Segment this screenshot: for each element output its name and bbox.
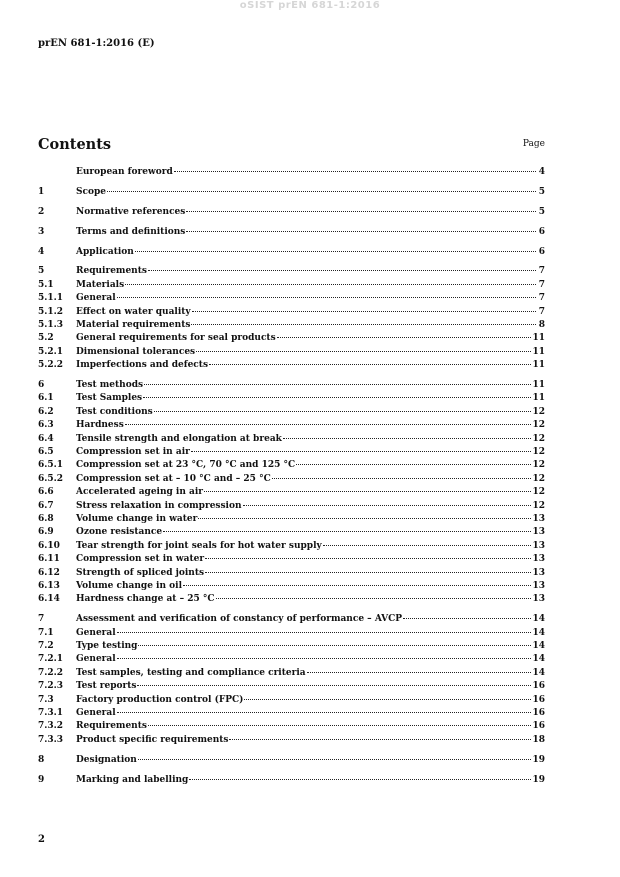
- dot-leader: [198, 518, 531, 519]
- dot-leader: [244, 699, 531, 700]
- toc-entry-title: Materials: [76, 279, 125, 290]
- toc-entry[interactable]: [38, 694, 545, 707]
- toc-entry-page: 14: [532, 614, 545, 625]
- toc-entry-title: Imperfections and defects: [76, 360, 209, 371]
- toc-entry-number: 9: [38, 774, 45, 785]
- toc-entry-page: 6: [538, 226, 545, 237]
- toc-entry-number: 7.3.3: [38, 734, 64, 745]
- toc-entry-number: 5.2.2: [38, 360, 64, 371]
- toc-entry-page: 14: [532, 667, 545, 678]
- toc-entry[interactable]: [38, 459, 545, 472]
- toc-entry[interactable]: [38, 319, 545, 332]
- toc-entry[interactable]: [38, 392, 545, 405]
- toc-entry-page: 5: [538, 186, 545, 197]
- toc-entry-number: 6.10: [38, 540, 60, 551]
- toc-entry-page: 7: [538, 293, 545, 304]
- toc-entry-page: 7: [538, 279, 545, 290]
- toc-entry-number: 4: [38, 246, 45, 257]
- toc-entry-page: 7: [538, 266, 545, 277]
- toc-entry-title: Terms and definitions: [76, 226, 186, 237]
- toc-entry-page: 12: [532, 460, 545, 471]
- toc-entry[interactable]: [38, 166, 545, 179]
- toc-entry-number: 6.4: [38, 433, 54, 444]
- dot-leader: [183, 585, 531, 586]
- toc-entry-title: Test conditions: [76, 406, 153, 417]
- toc-entry-number: 5.1.2: [38, 306, 64, 317]
- toc-entry-title: Ozone resistance: [76, 527, 163, 538]
- toc-entry-number: 6.14: [38, 594, 60, 605]
- toc-entry[interactable]: [38, 473, 545, 486]
- toc-entry-number: 6.12: [38, 567, 60, 578]
- toc-entry-title: General requirements for seal products: [76, 333, 276, 344]
- dot-leader: [117, 712, 532, 713]
- toc-entry-page: 13: [532, 580, 545, 591]
- toc-entry-number: 6.6: [38, 487, 54, 498]
- toc-entry-number: 7.2.2: [38, 667, 64, 678]
- dot-leader: [189, 779, 531, 780]
- dot-leader: [209, 364, 531, 365]
- toc-entry-page: 18: [532, 734, 545, 745]
- toc-entry-page: 12: [532, 500, 545, 511]
- dot-leader: [191, 451, 532, 452]
- dot-leader: [154, 411, 532, 412]
- toc-entry-number: 3: [38, 226, 45, 237]
- toc-entry-number: 6.1: [38, 393, 54, 404]
- toc-entry-page: 13: [532, 540, 545, 551]
- toc-entry[interactable]: [38, 292, 545, 305]
- toc-entry-page: 14: [532, 641, 545, 651]
- toc-entry-page: 11: [532, 346, 545, 357]
- toc-entry[interactable]: [38, 279, 545, 292]
- toc-entry-page: 16: [532, 694, 545, 705]
- toc-entry-title: Strength of spliced joints: [76, 567, 205, 578]
- toc-entry-page: 12: [532, 406, 545, 417]
- toc-entry-title: Effect on water quality: [76, 306, 191, 317]
- dot-leader: [138, 759, 532, 760]
- toc-entry-number: 8: [38, 754, 45, 765]
- toc-entry-title: Material requirements: [76, 320, 191, 331]
- dot-leader: [191, 324, 536, 325]
- toc-entry-number: 1: [38, 186, 45, 197]
- toc-entry-page: 14: [532, 654, 545, 665]
- toc-entry[interactable]: [38, 332, 545, 345]
- toc-entry-title: Requirements: [76, 266, 147, 277]
- toc-entry-page: 12: [532, 433, 545, 444]
- dot-leader: [403, 618, 531, 619]
- toc-entry-title: Test samples, testing and compliance criteria: [76, 667, 306, 678]
- dot-leader: [186, 211, 536, 212]
- toc-entry[interactable]: [38, 680, 545, 693]
- watermark: oSIST prEN 681-1:2016: [239, 0, 381, 11]
- toc-entry-title: Compression set at – 10 °C and – 25 °C: [76, 473, 271, 484]
- toc-entry[interactable]: [38, 206, 545, 219]
- toc-entry[interactable]: [38, 567, 545, 580]
- toc-entry-number: 6.13: [38, 580, 60, 591]
- toc-entry-page: 8: [538, 320, 545, 331]
- dot-leader: [107, 191, 536, 192]
- toc-entry-number: 7: [38, 614, 45, 625]
- dot-leader: [125, 424, 532, 425]
- toc-entry-number: 6.5.1: [38, 460, 64, 471]
- toc-entry[interactable]: [38, 406, 545, 419]
- toc-entry-page: 11: [532, 393, 545, 404]
- toc-entry[interactable]: [38, 754, 545, 767]
- toc-entry[interactable]: [38, 486, 545, 499]
- toc-entry-title: Application: [76, 246, 134, 257]
- toc-entry-number: 5.1.1: [38, 293, 64, 304]
- toc-entry[interactable]: [38, 613, 545, 626]
- dot-leader: [277, 337, 532, 338]
- toc-entry-number: 7.3: [38, 694, 54, 705]
- dot-leader: [296, 464, 531, 465]
- dot-leader: [196, 351, 531, 352]
- toc-entry-title: Test methods: [76, 380, 144, 391]
- toc-entry-title: Dimensional tolerances: [76, 346, 196, 357]
- toc-entry-title: Volume change in water: [76, 513, 198, 524]
- toc-entry-page: 12: [532, 420, 545, 431]
- toc-entry[interactable]: [38, 707, 545, 720]
- toc-entry-number: 6.9: [38, 527, 54, 538]
- toc-entry[interactable]: [38, 359, 545, 372]
- toc-entry-title: Requirements: [76, 721, 147, 732]
- toc-entry-title: Type testing: [76, 641, 138, 651]
- dot-leader: [204, 491, 531, 492]
- toc-entry-number: 5.2: [38, 333, 54, 344]
- toc-entry-page: 13: [532, 594, 545, 605]
- toc-entry[interactable]: [38, 226, 545, 239]
- dot-leader: [307, 672, 532, 673]
- toc-entry-page: 14: [532, 627, 545, 638]
- toc-entry[interactable]: [38, 627, 545, 640]
- toc-entry-number: 5.2.1: [38, 346, 64, 357]
- toc-entry-page: 13: [532, 513, 545, 524]
- toc-entry-number: 5.1.3: [38, 320, 64, 331]
- toc-entry-number: 6.5.2: [38, 473, 64, 484]
- dot-leader: [117, 297, 536, 298]
- toc-entry[interactable]: [38, 540, 545, 553]
- toc-entry-title: Hardness change at – 25 °C: [76, 594, 215, 605]
- toc-entry[interactable]: [38, 593, 545, 606]
- toc-entry-title: Accelerated ageing in air: [76, 487, 204, 498]
- toc-entry-number: 6.11: [38, 554, 60, 565]
- dot-leader: [163, 531, 531, 532]
- dot-leader: [138, 645, 531, 646]
- toc-entry-page: 7: [538, 306, 545, 317]
- page-number: 2: [38, 834, 45, 845]
- contents-heading: Contents: [38, 136, 112, 153]
- dot-leader: [148, 725, 532, 726]
- toc-entry-title: Tear strength for joint seals for hot water supply: [76, 540, 322, 551]
- toc-entry-page: 19: [532, 774, 545, 785]
- toc-entry[interactable]: [38, 265, 545, 278]
- toc-entry[interactable]: [38, 640, 545, 653]
- dot-leader: [144, 384, 531, 385]
- toc-entry[interactable]: [38, 720, 545, 733]
- toc-entry[interactable]: [38, 246, 545, 259]
- dot-leader: [205, 572, 531, 573]
- toc-entry-page: 13: [532, 567, 545, 578]
- toc-entry-title: General: [76, 627, 116, 638]
- dot-leader: [125, 284, 536, 285]
- toc-entry-page: 12: [532, 487, 545, 498]
- toc-entry-number: 7.2: [38, 641, 54, 651]
- toc-entry-page: 16: [532, 681, 545, 692]
- toc-entry-title: Assessment and verification of constancy of performance – AVCP: [76, 614, 403, 625]
- toc-entry-title: Compression set in air: [76, 447, 190, 458]
- toc-entry[interactable]: [38, 346, 545, 359]
- toc-entry-number: 7.2.3: [38, 681, 64, 692]
- toc-entry-number: 6.8: [38, 513, 54, 524]
- toc-entry-page: 13: [532, 527, 545, 538]
- toc-entry-title: Product specific requirements: [76, 734, 229, 745]
- dot-leader: [229, 739, 531, 740]
- toc-entry[interactable]: [38, 580, 545, 593]
- toc-entry-title: Tensile strength and elongation at break: [76, 433, 282, 444]
- toc-entry[interactable]: [38, 513, 545, 526]
- dot-leader: [272, 478, 532, 479]
- toc-entry-title: Test Samples: [76, 393, 143, 404]
- toc-entry-page: 11: [532, 380, 545, 391]
- page-column-label: Page: [522, 139, 545, 149]
- toc-entry[interactable]: [38, 306, 545, 319]
- toc-entry-title: Designation: [76, 754, 137, 765]
- toc-entry-title: Hardness: [76, 420, 124, 431]
- table-of-contents: [38, 166, 545, 787]
- dot-leader: [117, 632, 532, 633]
- toc-entry-title: General: [76, 293, 116, 304]
- toc-entry[interactable]: [38, 419, 545, 432]
- dot-leader: [216, 598, 532, 599]
- dot-leader: [186, 231, 536, 232]
- dot-leader: [283, 438, 532, 439]
- toc-entry-page: 19: [532, 754, 545, 765]
- dot-leader: [148, 270, 536, 271]
- dot-leader: [174, 171, 536, 172]
- toc-entry-page: 16: [532, 721, 545, 732]
- toc-entry-title: Scope: [76, 186, 107, 197]
- toc-entry-page: 13: [532, 554, 545, 565]
- dot-leader: [243, 505, 532, 506]
- toc-entry-title: Volume change in oil: [76, 580, 182, 591]
- toc-entry-title: Test reports: [76, 681, 137, 692]
- toc-entry-title: Normative references: [76, 206, 186, 217]
- toc-entry[interactable]: [38, 667, 545, 680]
- dot-leader: [205, 558, 531, 559]
- dot-leader: [192, 311, 536, 312]
- toc-entry[interactable]: [38, 379, 545, 392]
- toc-entry[interactable]: [38, 526, 545, 539]
- toc-entry-page: 4: [538, 167, 545, 177]
- toc-entry-page: 5: [538, 206, 545, 217]
- toc-entry-number: 7.2.1: [38, 654, 64, 665]
- toc-entry[interactable]: [38, 500, 545, 513]
- toc-entry-page: 16: [532, 707, 545, 718]
- toc-entry-number: 6.2: [38, 406, 54, 417]
- toc-entry-number: 5.1: [38, 279, 54, 290]
- toc-entry-number: 6.3: [38, 420, 54, 431]
- dot-leader: [135, 251, 536, 252]
- toc-entry-number: 2: [38, 206, 45, 217]
- toc-entry[interactable]: [38, 774, 545, 787]
- toc-entry[interactable]: [38, 653, 545, 666]
- toc-entry-number: 7.3.1: [38, 707, 64, 718]
- toc-entry-title: General: [76, 707, 116, 718]
- toc-entry-page: 12: [532, 447, 545, 458]
- toc-entry-page: 11: [532, 333, 545, 344]
- dot-leader: [323, 545, 532, 546]
- toc-entry-title: General: [76, 654, 116, 665]
- toc-entry-number: 7.3.2: [38, 721, 64, 732]
- dot-leader: [117, 658, 532, 659]
- toc-entry-number: 7.1: [38, 627, 54, 638]
- toc-entry-page: 6: [538, 246, 545, 257]
- toc-entry-number: 6.7: [38, 500, 54, 511]
- toc-entry-number: 6.5: [38, 447, 54, 458]
- toc-entry-title: Compression set at 23 °C, 70 °C and 125 °C: [76, 460, 296, 471]
- toc-entry[interactable]: [38, 186, 545, 199]
- dot-leader: [137, 685, 531, 686]
- toc-entry[interactable]: [38, 553, 545, 566]
- toc-entry-title: Stress relaxation in compression: [76, 500, 242, 511]
- toc-entry[interactable]: [38, 446, 545, 459]
- toc-entry-title: European foreword: [76, 167, 173, 177]
- toc-entry-title: Factory production control (FPC): [76, 694, 244, 705]
- document-identifier: prEN 681-1:2016 (E): [38, 38, 155, 49]
- toc-entry-page: 11: [532, 360, 545, 371]
- toc-entry[interactable]: [38, 734, 545, 747]
- toc-entry-title: Marking and labelling: [76, 774, 189, 785]
- toc-entry-number: 6: [38, 380, 45, 391]
- dot-leader: [143, 397, 531, 398]
- toc-entry-title: Compression set in water: [76, 554, 205, 565]
- toc-entry[interactable]: [38, 433, 545, 446]
- toc-entry-number: 5: [38, 266, 45, 277]
- toc-entry-page: 12: [532, 473, 545, 484]
